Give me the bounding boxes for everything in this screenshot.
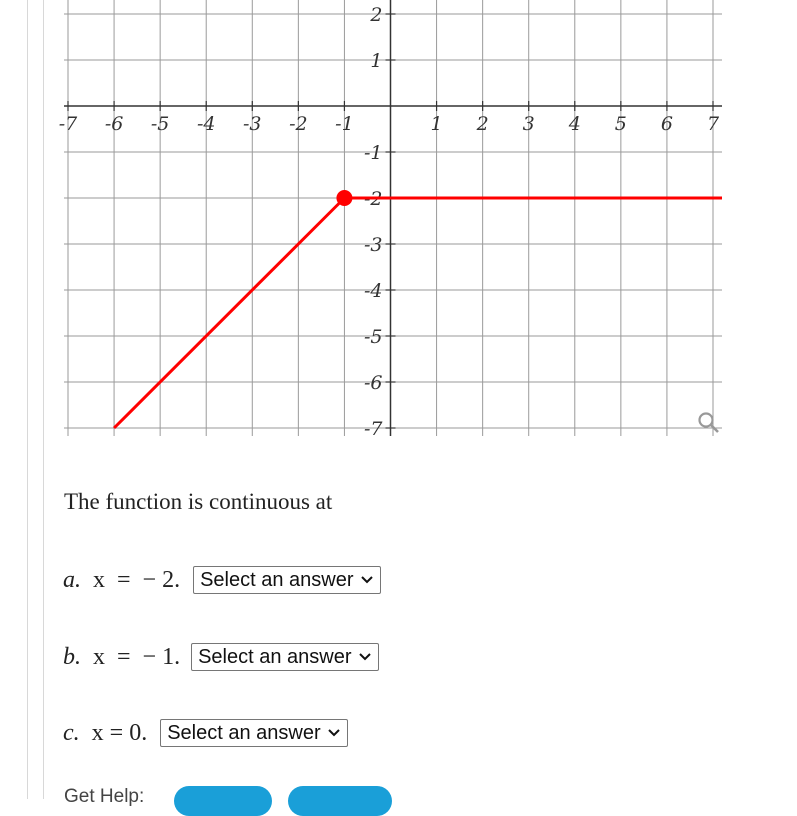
answer-select-c[interactable] — [160, 719, 347, 747]
y-tick-label: -1 — [363, 142, 383, 164]
x-tick-label: -6 — [104, 113, 124, 135]
item-letter: b. — [63, 643, 81, 670]
x-tick-label: 3 — [522, 113, 535, 135]
chevron-down-icon — [358, 650, 372, 664]
x-tick-label: -3 — [243, 113, 262, 135]
question-c — [63, 719, 348, 747]
x-tick-label: 7 — [706, 113, 720, 135]
y-tick-label: -2 — [363, 188, 383, 210]
y-tick-label: 1 — [370, 50, 383, 72]
x-tick-label: 4 — [568, 113, 581, 135]
item-letter: a. — [63, 566, 81, 593]
help-button-1[interactable] — [174, 786, 272, 816]
x-tick-label: -2 — [289, 113, 308, 135]
help-button-2[interactable] — [288, 786, 392, 816]
y-tick-label: -6 — [363, 372, 383, 394]
x-tick-label: 6 — [660, 113, 673, 135]
question-prompt: The function is continuous at — [64, 489, 333, 514]
grid-lines — [64, 0, 722, 436]
item-letter: c. — [63, 719, 80, 746]
answer-select-a[interactable] — [193, 566, 380, 594]
x-tick-label: -5 — [150, 113, 170, 135]
y-tick-label: -4 — [363, 280, 383, 302]
y-tick-labels — [364, 4, 383, 440]
item-math: x = − 1. — [93, 643, 181, 670]
chevron-down-icon — [360, 573, 374, 587]
series-line-1 — [114, 198, 344, 428]
x-tick-label: -7 — [58, 113, 78, 135]
x-tick-labels — [59, 113, 720, 135]
x-tick-label: 1 — [430, 113, 443, 135]
y-tick-label: -5 — [363, 326, 383, 348]
item-math: x = − 2. — [93, 566, 181, 593]
x-tick-label: -1 — [335, 113, 354, 135]
select-label: Select an answer — [167, 721, 321, 744]
select-label: Select an answer — [198, 645, 352, 668]
item-math: x = 0. — [91, 719, 148, 746]
y-tick-label: -7 — [363, 418, 383, 440]
question-b — [63, 643, 379, 671]
x-tick-label: 2 — [476, 113, 489, 135]
axes — [64, 0, 722, 436]
plot-lines — [114, 190, 722, 428]
x-tick-label: -4 — [196, 113, 216, 135]
answer-select-b[interactable] — [191, 643, 378, 671]
get-help-label: Get Help: — [64, 786, 145, 807]
chevron-down-icon — [327, 726, 341, 740]
question-a — [63, 566, 381, 594]
select-label: Select an answer — [200, 568, 354, 591]
y-tick-label: -3 — [363, 234, 383, 256]
filled-point — [336, 190, 352, 206]
magnifier-icon[interactable] — [700, 414, 719, 433]
y-tick-label: 2 — [370, 4, 383, 26]
x-tick-label: 5 — [614, 113, 627, 135]
